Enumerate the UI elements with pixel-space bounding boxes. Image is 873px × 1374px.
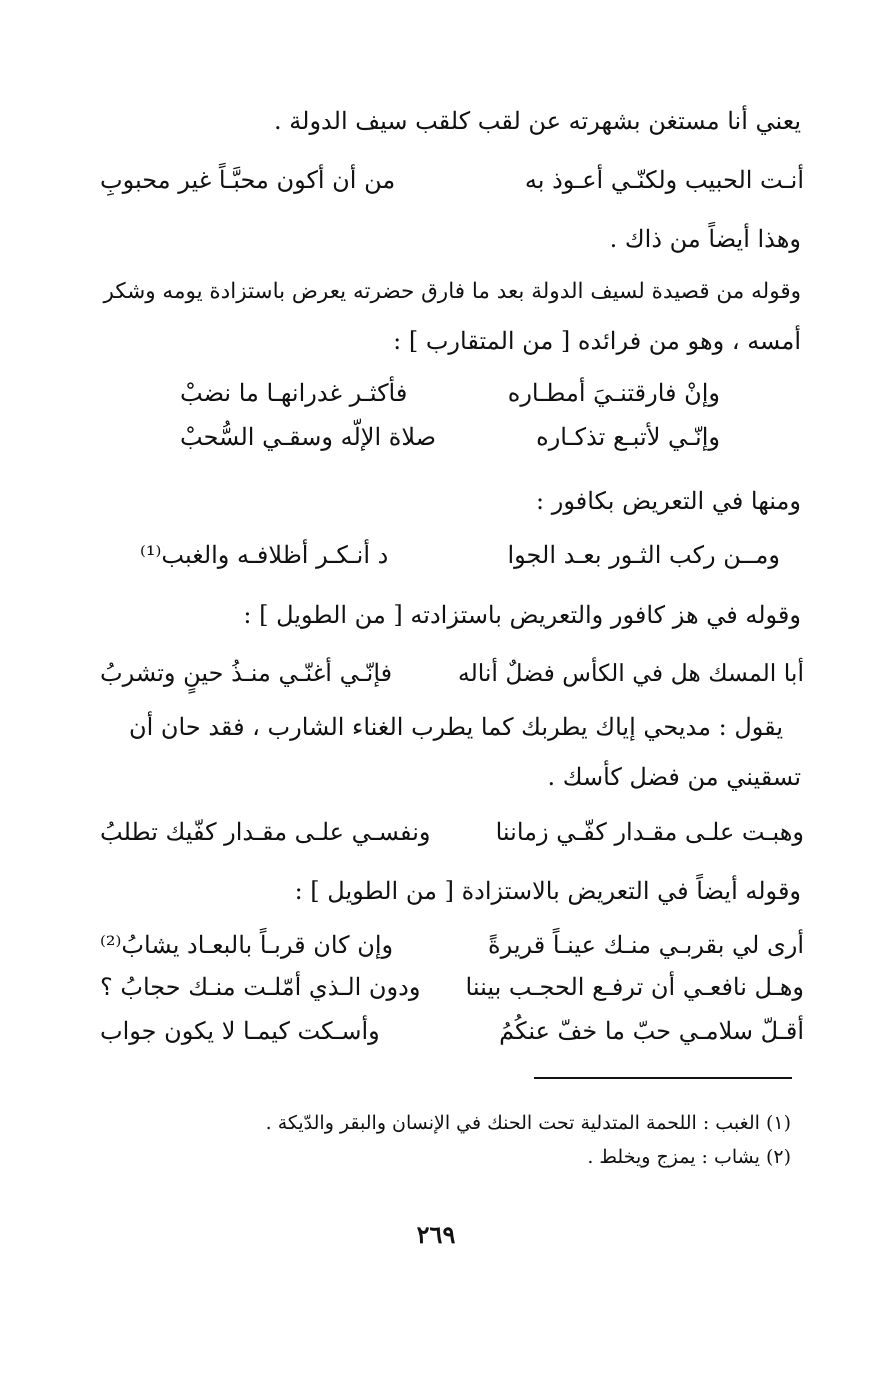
- text-line: يعني أنا مستغن بشهرته عن لقب كلقب سيف الدولة .: [274, 107, 801, 135]
- verse-first-hemistich: وهبـت علـى مقـدار كفّـي زماننا: [495, 818, 804, 846]
- verse-first-hemistich: أبا المسك هل في الكأس فضلٌ أناله: [457, 659, 804, 687]
- verse-second-hemistich: من أن أكون محبَّـاً غير محبوبِ: [100, 166, 396, 194]
- verse-second-hemistich: صلاة الإلّه وسقـي السُّحبْ: [180, 423, 437, 451]
- verse-first-hemistich: ومــن ركب الثـور بعـد الجوا: [507, 541, 780, 569]
- verse-first-hemistich: وإنّـي لأتبـع تذكـاره: [536, 423, 720, 451]
- text-line: تسقيني من فضل كأسك .: [547, 763, 801, 791]
- text-line: أمسه ، وهو من فرائده [ من المتقارب ] :: [393, 327, 801, 355]
- text-line: يقول : مديحي إياك يطربك كما يطرب الغناء الشارب ، فقد حان أن: [129, 713, 783, 741]
- text-line: وقوله من قصيدة لسيف الدولة بعد ما فارق حضرته يعرض باستزادة يومه وشكر: [103, 279, 801, 304]
- verse-second-hemistich: ودون الـذي أمّلـت منـك حجابُ ؟: [100, 973, 421, 1001]
- verse-second-hemistich: فإنّـي أغنّـي منـذُ حينٍ وتشربُ: [100, 659, 393, 687]
- verse-second-hemistich: ونفسـي علـى مقـدار كفّيك تطلبُ: [100, 818, 431, 846]
- text-line: وقوله أيضاً في التعريض بالاستزادة [ من الطويل ] :: [294, 877, 801, 905]
- footnote: (١) الغبب : اللحمة المتدلية تحت الحنك في الإنسان والبقر والدّيكة .: [265, 1112, 791, 1134]
- verse-first-hemistich: أرى لي بقربـي منـك عينـاً قريرةً: [488, 931, 804, 959]
- text-line: ومنها في التعريض بكافور :: [536, 487, 801, 515]
- verse-second-hemistich: فأكثـر غدرانهـا ما نضبْ: [180, 379, 408, 407]
- verse-first-hemistich: وهـل نافعـي أن ترفـع الحجـب بيننا: [465, 973, 804, 1001]
- footnote-divider: [534, 1077, 792, 1079]
- verse-first-hemistich: أقـلّ سلامـي حبّ ما خفّ عنكُمُ: [499, 1017, 804, 1045]
- page-number: ٢٦٩: [416, 1220, 456, 1249]
- text-line: وهذا أيضاً من ذاك .: [609, 225, 801, 253]
- text-line: وقوله في هز كافور والتعريض باستزادته [ من الطويل ] :: [243, 601, 801, 629]
- verse-second-hemistich: وأسـكت كيمـا لا يكون جواب: [100, 1017, 380, 1045]
- verse-second-hemistich: د أنـكـر أظلافـه والغبب⁽¹⁾: [140, 541, 389, 569]
- verse-first-hemistich: أنـت الحبيب ولكنّـي أعـوذ به: [524, 166, 804, 194]
- verse-second-hemistich: وإن كان قربـاً بالبعـاد يشابُ⁽²⁾: [100, 931, 394, 959]
- footnote: (٢) يشاب : يمزج ويخلط .: [587, 1146, 791, 1168]
- verse-first-hemistich: وإنْ فارقتنـيَ أمطـاره: [507, 379, 720, 407]
